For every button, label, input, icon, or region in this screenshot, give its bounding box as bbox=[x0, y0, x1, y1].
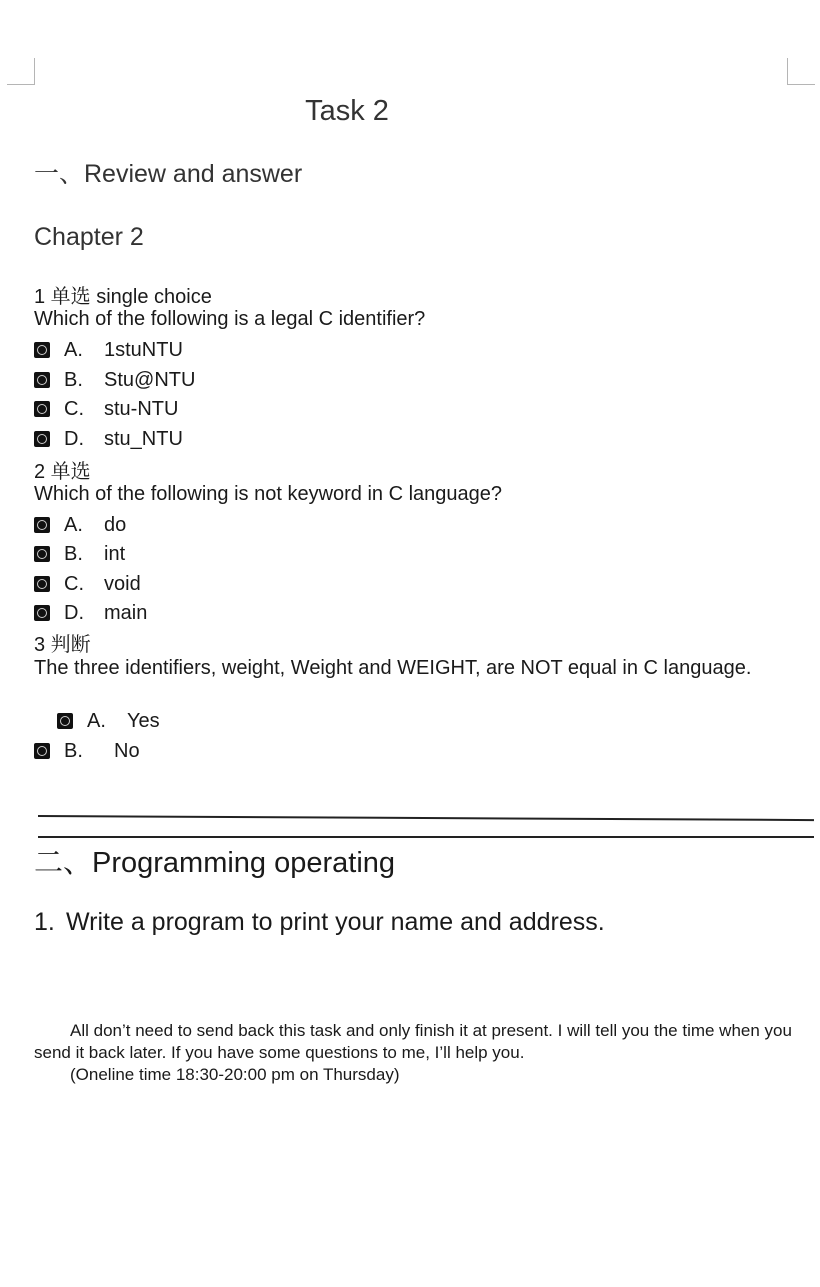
option-letter: A. bbox=[87, 709, 106, 732]
q1-option-b[interactable] bbox=[34, 368, 195, 392]
option-letter: D. bbox=[64, 427, 84, 450]
task-number: 1. bbox=[34, 908, 55, 936]
radio-icon[interactable] bbox=[34, 517, 50, 533]
radio-icon[interactable] bbox=[34, 431, 50, 447]
section-heading-programming: 二、Programming operating bbox=[34, 847, 396, 879]
page-corner-mark-top-right bbox=[787, 58, 815, 85]
radio-icon[interactable] bbox=[34, 342, 50, 358]
radio-icon[interactable] bbox=[34, 546, 50, 562]
radio-icon[interactable] bbox=[34, 605, 50, 621]
option-label: Yes bbox=[127, 709, 160, 732]
divider-line-bottom bbox=[38, 836, 814, 838]
page-title: Task 2 bbox=[305, 95, 389, 127]
page-corner-mark-top-left bbox=[7, 58, 35, 85]
divider-line-top bbox=[38, 815, 814, 821]
q2-option-c[interactable] bbox=[34, 572, 141, 596]
question-3-text: The three identifiers, weight, Weight and WEIGHT, are NOT equal in C language. bbox=[34, 657, 752, 679]
chapter-heading: Chapter 2 bbox=[34, 223, 144, 251]
instructions-note bbox=[34, 1020, 794, 1086]
question-2-header: 2 单选 bbox=[34, 461, 91, 483]
programming-task-1 bbox=[34, 908, 605, 937]
task-text: Write a program to print your name and address. bbox=[66, 908, 605, 936]
q2-option-b[interactable] bbox=[34, 542, 125, 566]
option-letter: B. bbox=[64, 542, 83, 565]
radio-icon[interactable] bbox=[34, 372, 50, 388]
option-label: No bbox=[114, 739, 140, 762]
question-1-header: 1 单选 single choice bbox=[34, 286, 212, 308]
question-1-text: Which of the following is a legal C identifier? bbox=[34, 308, 426, 330]
option-letter: B. bbox=[64, 368, 83, 391]
online-time-note: (Oneline time 18:30-20:00 pm on Thursday) bbox=[70, 1065, 400, 1084]
q1-option-d[interactable] bbox=[34, 427, 183, 451]
option-label: stu-NTU bbox=[104, 397, 179, 420]
option-letter: D. bbox=[64, 601, 84, 624]
radio-icon[interactable] bbox=[34, 401, 50, 417]
note-paragraph: All don’t need to send back this task and only finish it at present. I will tell you the time when you send it back later. If you have some questions to me, I’ll help you. bbox=[34, 1021, 792, 1062]
q2-option-d[interactable] bbox=[34, 601, 147, 625]
radio-icon[interactable] bbox=[34, 576, 50, 592]
option-label: 1stuNTU bbox=[104, 338, 183, 361]
option-label: Stu@NTU bbox=[104, 368, 196, 391]
question-3-header: 3 判断 bbox=[34, 634, 91, 656]
radio-icon[interactable] bbox=[57, 713, 73, 729]
option-label: int bbox=[104, 542, 126, 565]
option-letter: A. bbox=[64, 338, 83, 361]
option-letter: B. bbox=[64, 739, 83, 762]
q2-option-a[interactable] bbox=[34, 513, 126, 537]
q3-option-b[interactable] bbox=[34, 739, 140, 763]
option-letter: C. bbox=[64, 397, 84, 420]
option-label: main bbox=[104, 601, 148, 624]
radio-icon[interactable] bbox=[34, 743, 50, 759]
option-letter: C. bbox=[64, 572, 84, 595]
q1-option-a[interactable] bbox=[34, 338, 183, 362]
option-label: stu_NTU bbox=[104, 427, 183, 450]
q3-option-a[interactable] bbox=[57, 709, 160, 733]
option-label: do bbox=[104, 513, 127, 536]
option-letter: A. bbox=[64, 513, 83, 536]
section-heading-review: 一、Review and answer bbox=[34, 160, 303, 188]
q1-option-c[interactable] bbox=[34, 397, 178, 421]
question-2-text: Which of the following is not keyword in C language? bbox=[34, 483, 503, 505]
option-label: void bbox=[104, 572, 141, 595]
